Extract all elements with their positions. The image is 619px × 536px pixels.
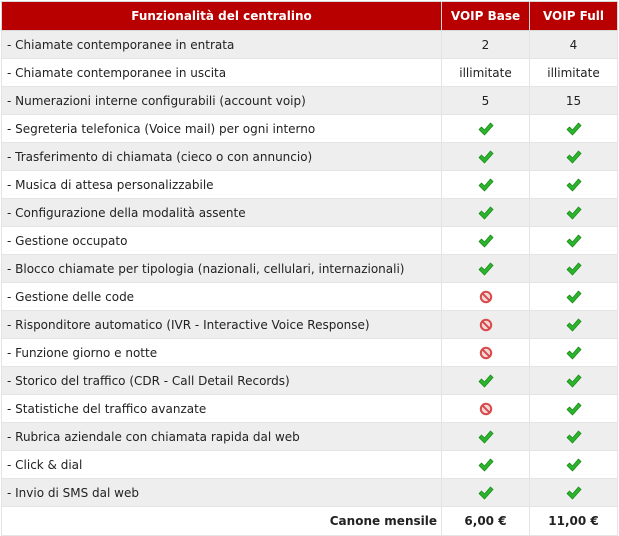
checkmark-icon [478, 122, 494, 136]
feature-label: - Click & dial [2, 451, 442, 479]
value-full [530, 451, 618, 479]
value-base: 5 [442, 87, 530, 115]
value-full [530, 143, 618, 171]
value-base [442, 395, 530, 423]
feature-label: - Statistiche del traffico avanzate [2, 395, 442, 423]
feature-label: - Gestione delle code [2, 283, 442, 311]
value-full [530, 367, 618, 395]
checkmark-icon [566, 234, 582, 248]
checkmark-icon [478, 458, 494, 472]
table-row [2, 115, 618, 143]
checkmark-icon [478, 206, 494, 220]
value-full [530, 395, 618, 423]
value-full [530, 199, 618, 227]
value-full: 15 [530, 87, 618, 115]
value-base [442, 311, 530, 339]
value-full [530, 283, 618, 311]
table-row [2, 31, 618, 59]
checkmark-icon [566, 458, 582, 472]
checkmark-icon [566, 290, 582, 304]
table-row [2, 171, 618, 199]
checkmark-icon [566, 402, 582, 416]
feature-label: - Gestione occupato [2, 227, 442, 255]
table-row [2, 339, 618, 367]
value-base: 2 [442, 31, 530, 59]
checkmark-icon [566, 346, 582, 360]
value-full [530, 227, 618, 255]
not-available-icon [479, 346, 493, 360]
value-base [442, 339, 530, 367]
header-plan-base: VOIP Base [442, 2, 530, 31]
value-full [530, 339, 618, 367]
checkmark-icon [566, 318, 582, 332]
total-full-price: 11,00 € [530, 507, 618, 536]
checkmark-icon [478, 178, 494, 192]
header-row [2, 2, 618, 31]
value-full [530, 255, 618, 283]
table-row [2, 199, 618, 227]
checkmark-icon [566, 374, 582, 388]
table-row [2, 451, 618, 479]
value-base [442, 143, 530, 171]
feature-label: - Rubrica aziendale con chiamata rapida dal web [2, 423, 442, 451]
table-row [2, 283, 618, 311]
checkmark-icon [566, 430, 582, 444]
value-full [530, 171, 618, 199]
checkmark-icon [478, 430, 494, 444]
table-row [2, 255, 618, 283]
checkmark-icon [478, 234, 494, 248]
comparison-table [1, 1, 618, 536]
feature-label: - Risponditore automatico (IVR - Interactive Voice Response) [2, 311, 442, 339]
table-row [2, 423, 618, 451]
table-row [2, 395, 618, 423]
feature-label: - Blocco chiamate per tipologia (nazionali, cellulari, internazionali) [2, 255, 442, 283]
feature-label: - Numerazioni interne configurabili (account voip) [2, 87, 442, 115]
not-available-icon [479, 290, 493, 304]
value-base [442, 171, 530, 199]
checkmark-icon [566, 178, 582, 192]
value-full: illimitate [530, 59, 618, 87]
feature-label: - Invio di SMS dal web [2, 479, 442, 507]
checkmark-icon [566, 262, 582, 276]
not-available-icon [479, 318, 493, 332]
feature-label: - Storico del traffico (CDR - Call Detail Records) [2, 367, 442, 395]
feature-label: - Trasferimento di chiamata (cieco o con annuncio) [2, 143, 442, 171]
header-feature: Funzionalità del centralino [2, 2, 442, 31]
table-row [2, 143, 618, 171]
value-full [530, 423, 618, 451]
value-base [442, 115, 530, 143]
value-full [530, 311, 618, 339]
checkmark-icon [478, 262, 494, 276]
feature-label: - Musica di attesa personalizzabile [2, 171, 442, 199]
value-base [442, 283, 530, 311]
value-full: 4 [530, 31, 618, 59]
total-label: Canone mensile [2, 507, 442, 536]
value-base [442, 255, 530, 283]
value-base [442, 227, 530, 255]
value-full [530, 479, 618, 507]
not-available-icon [479, 402, 493, 416]
checkmark-icon [566, 150, 582, 164]
value-base [442, 423, 530, 451]
total-base-price: 6,00 € [442, 507, 530, 536]
value-base [442, 479, 530, 507]
value-base [442, 199, 530, 227]
feature-label: - Chiamate contemporanee in uscita [2, 59, 442, 87]
feature-label: - Chiamate contemporanee in entrata [2, 31, 442, 59]
table-row [2, 479, 618, 507]
checkmark-icon [478, 374, 494, 388]
table-row [2, 59, 618, 87]
table-row [2, 311, 618, 339]
value-base [442, 451, 530, 479]
table-row [2, 227, 618, 255]
value-base [442, 367, 530, 395]
checkmark-icon [566, 122, 582, 136]
table-row [2, 367, 618, 395]
value-base: illimitate [442, 59, 530, 87]
checkmark-icon [478, 150, 494, 164]
total-row [2, 507, 618, 536]
feature-rows [2, 31, 618, 507]
checkmark-icon [478, 486, 494, 500]
header-plan-full: VOIP Full [530, 2, 618, 31]
value-full [530, 115, 618, 143]
table-row [2, 87, 618, 115]
checkmark-icon [566, 486, 582, 500]
feature-label: - Segreteria telefonica (Voice mail) per ogni interno [2, 115, 442, 143]
feature-label: - Configurazione della modalità assente [2, 199, 442, 227]
feature-label: - Funzione giorno e notte [2, 339, 442, 367]
checkmark-icon [566, 206, 582, 220]
